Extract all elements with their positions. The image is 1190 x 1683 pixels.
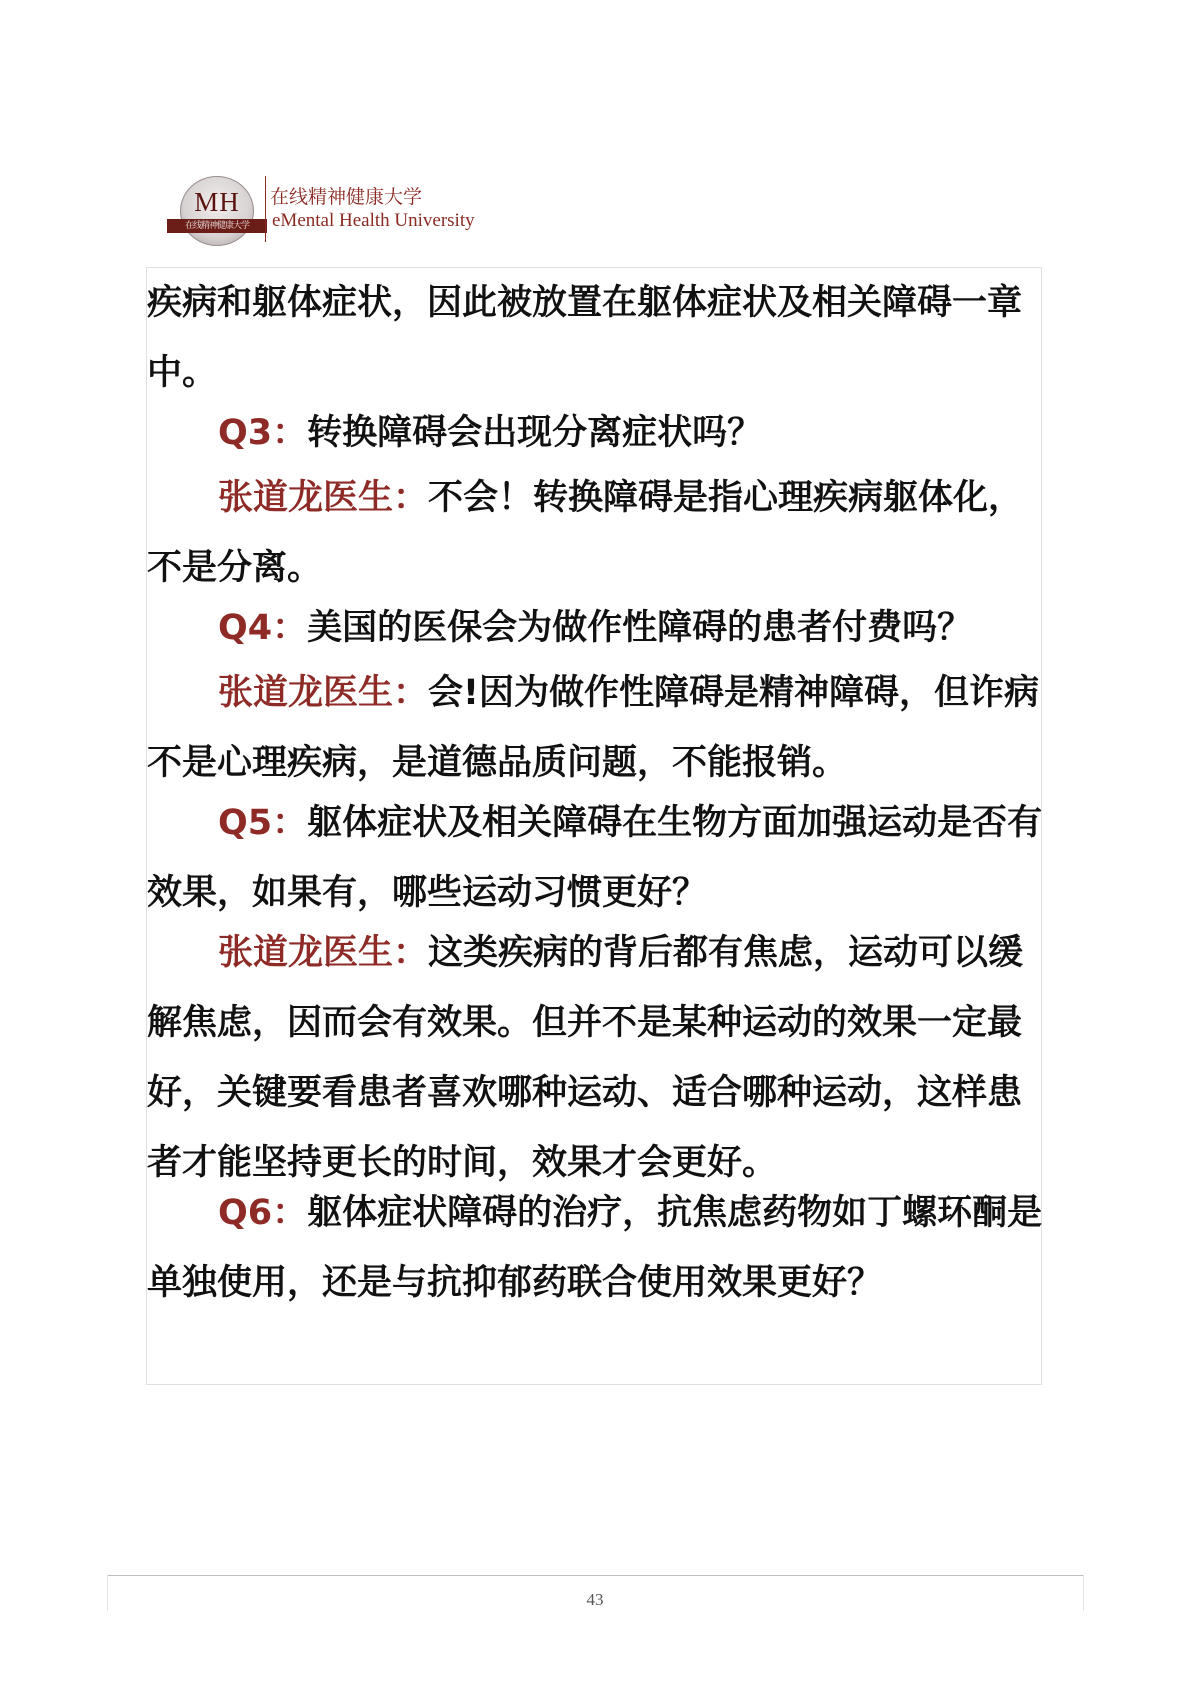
- paragraph-text: 疾病和躯体症状，因此被放置在躯体症状及相关障碍一章中。: [147, 283, 1023, 393]
- answer-label: 张道龙医生：: [218, 673, 429, 713]
- answer-label: 张道龙医生：: [218, 478, 429, 518]
- question-text: 躯体症状及相关障碍在生物方面加强运动是否有效果，如果有，哪些运动习惯更好？: [147, 803, 1043, 913]
- paragraph-continuation: [147, 268, 1043, 408]
- page-number: 43: [586, 1590, 604, 1609]
- question-label: Q3：: [218, 413, 308, 453]
- content-box: [146, 267, 1042, 1385]
- question-q6: [147, 1178, 1043, 1318]
- question-q5: [147, 788, 1043, 928]
- logo-badge-icon: [180, 176, 254, 246]
- logo-mark: MH: [194, 187, 240, 217]
- logo-ribbon: 在线精神健康大学: [167, 219, 267, 233]
- answer-q3: [147, 463, 1043, 603]
- question-label: Q6：: [218, 1193, 308, 1233]
- question-text: 躯体症状障碍的治疗，抗焦虑药物如丁螺环酮是单独使用，还是与抗抑郁药联合使用效果更好？: [147, 1193, 1043, 1303]
- question-q3: [147, 398, 1043, 468]
- answer-q4: [147, 658, 1043, 798]
- logo: [170, 172, 490, 252]
- answer-text: 这类疾病的背后都有焦虑，运动可以缓解焦虑，因而会有效果。但并不是某种运动的效果一定最好，关键要看患者喜欢哪种运动、适合哪种运动，这样患者才能坚持更长的时间，效果才会更好。: [147, 933, 1024, 1183]
- answer-label: 张道龙医生：: [218, 933, 429, 973]
- question-q4: [147, 593, 1043, 663]
- answer-text: 不会！转换障碍是指心理疾病躯体化，不是分离。: [147, 478, 1024, 588]
- question-label: Q4：: [218, 608, 308, 648]
- question-text: 转换障碍会出现分离症状吗？: [307, 413, 763, 453]
- answer-q5: [147, 918, 1043, 1198]
- logo-name-cn: 在线精神健康大学: [270, 186, 423, 208]
- logo-name-en: eMental Health University: [272, 210, 475, 231]
- logo-divider: [265, 176, 266, 242]
- question-label: Q5：: [218, 803, 308, 843]
- answer-text: 会!因为做作性障碍是精神障碍，但诈病不是心理疾病，是道德品质问题，不能报销。: [147, 673, 1039, 783]
- footer-divider: [107, 1575, 1083, 1576]
- question-text: 美国的医保会为做作性障碍的患者付费吗？: [307, 608, 973, 648]
